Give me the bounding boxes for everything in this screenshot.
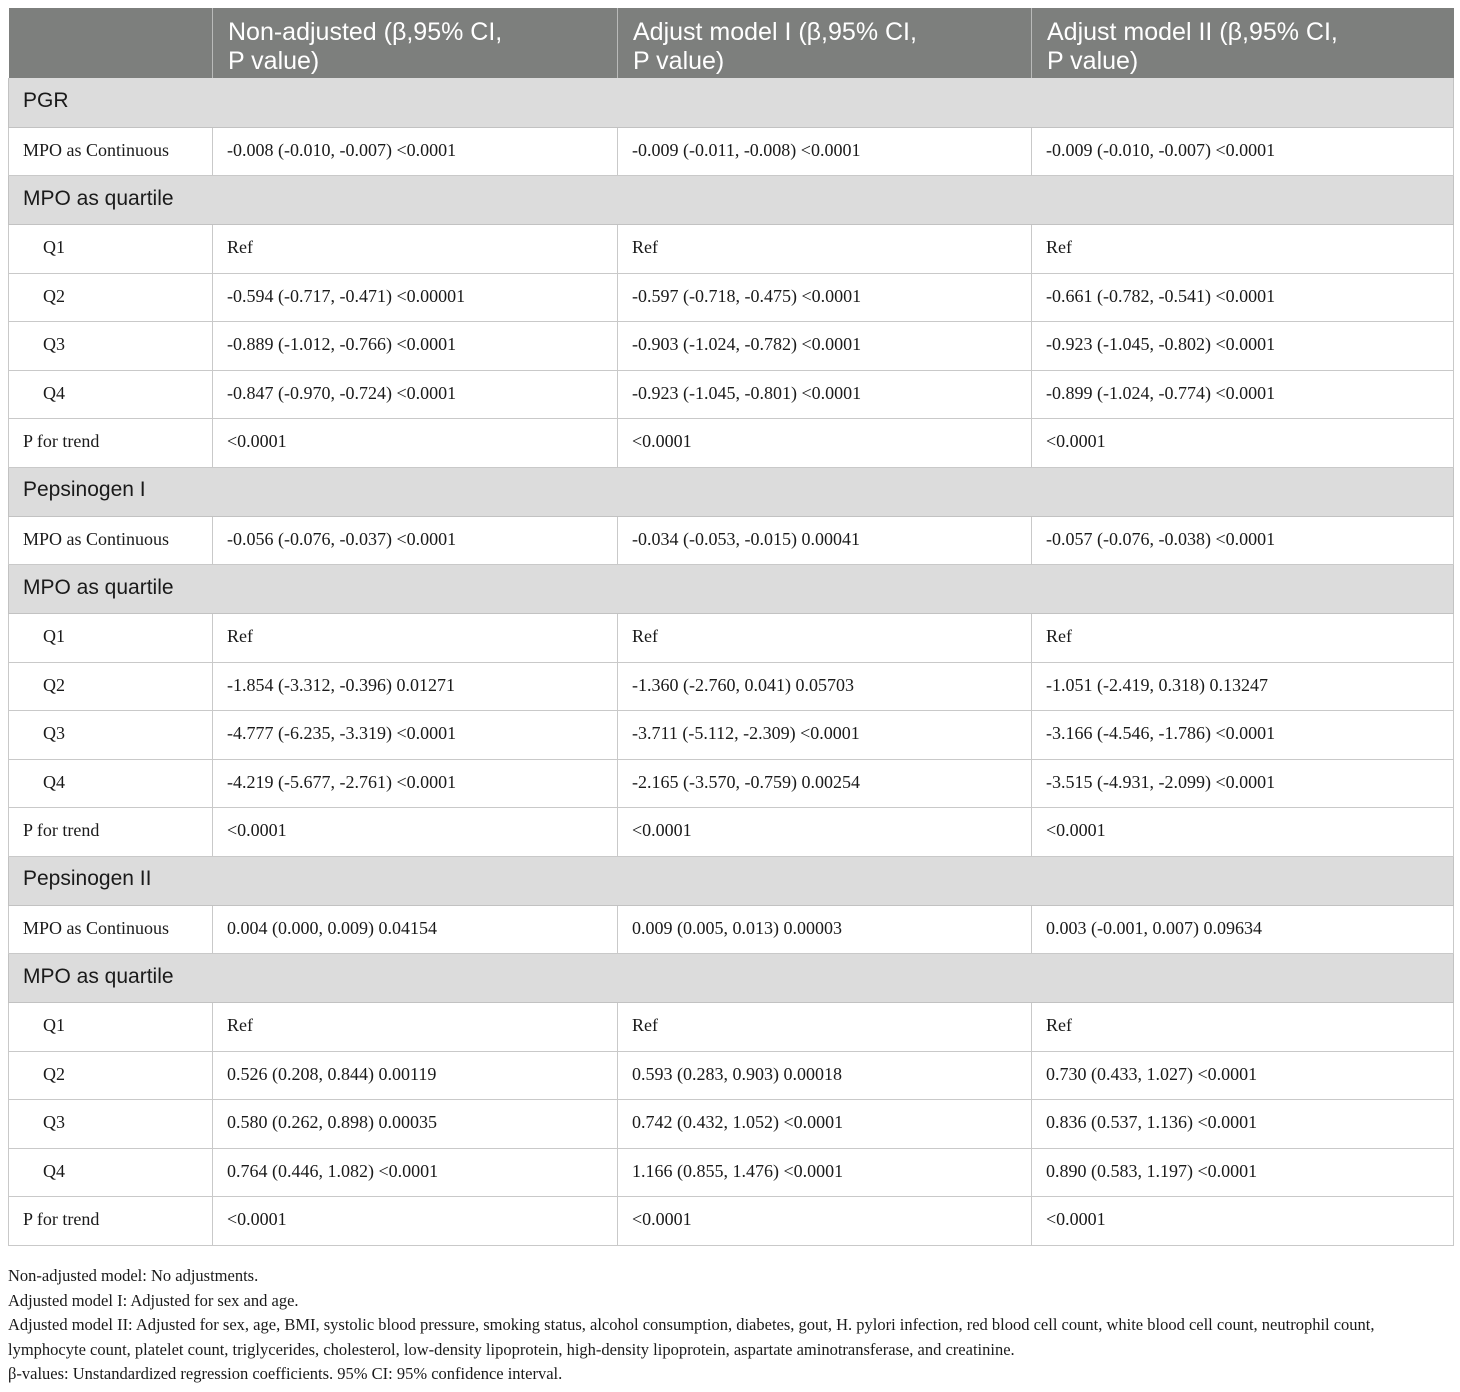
table-cell: Ref bbox=[1032, 225, 1454, 274]
table-cell: -0.057 (-0.076, -0.038) <0.0001 bbox=[1032, 516, 1454, 565]
table-cell: <0.0001 bbox=[213, 1197, 618, 1246]
table-cell: Ref bbox=[618, 614, 1032, 663]
table-cell: 0.580 (0.262, 0.898) 0.00035 bbox=[213, 1100, 618, 1149]
table-row bbox=[9, 127, 1454, 176]
table-cell: <0.0001 bbox=[618, 419, 1032, 468]
table-row bbox=[9, 759, 1454, 808]
table-cell: Ref bbox=[1032, 1003, 1454, 1052]
table-cell: <0.0001 bbox=[1032, 1197, 1454, 1246]
table-row bbox=[9, 1003, 1454, 1052]
table-cell: -0.008 (-0.010, -0.007) <0.0001 bbox=[213, 127, 618, 176]
section-label: Pepsinogen I bbox=[9, 467, 1454, 516]
header-non-adjusted-line2: P value) bbox=[228, 47, 320, 75]
row-label: Q2 bbox=[9, 662, 213, 711]
header-cell-blank bbox=[9, 8, 213, 78]
table-cell: 0.890 (0.583, 1.197) <0.0001 bbox=[1032, 1148, 1454, 1197]
row-label: Q4 bbox=[9, 370, 213, 419]
table-cell: 0.009 (0.005, 0.013) 0.00003 bbox=[618, 905, 1032, 954]
row-label: Q2 bbox=[9, 273, 213, 322]
header-cell-adjust-model-i bbox=[618, 8, 1032, 78]
table-cell: <0.0001 bbox=[213, 419, 618, 468]
table-cell: -1.854 (-3.312, -0.396) 0.01271 bbox=[213, 662, 618, 711]
section-row bbox=[9, 467, 1454, 516]
table-cell: Ref bbox=[213, 225, 618, 274]
table-header bbox=[9, 8, 1454, 78]
header-cell-adjust-model-ii bbox=[1032, 8, 1454, 78]
table-cell: 0.593 (0.283, 0.903) 0.00018 bbox=[618, 1051, 1032, 1100]
table-row bbox=[9, 662, 1454, 711]
table-cell: <0.0001 bbox=[618, 808, 1032, 857]
table-cell: 0.003 (-0.001, 0.007) 0.09634 bbox=[1032, 905, 1454, 954]
table-cell: 1.166 (0.855, 1.476) <0.0001 bbox=[618, 1148, 1032, 1197]
table-cell: <0.0001 bbox=[213, 808, 618, 857]
table-row bbox=[9, 1100, 1454, 1149]
table-cell: <0.0001 bbox=[1032, 808, 1454, 857]
table-cell: -3.711 (-5.112, -2.309) <0.0001 bbox=[618, 711, 1032, 760]
header-non-adjusted-line1: Non-adjusted (β,95% CI, bbox=[228, 18, 503, 46]
table-row bbox=[9, 808, 1454, 857]
table-cell: -0.056 (-0.076, -0.037) <0.0001 bbox=[213, 516, 618, 565]
section-label: Pepsinogen II bbox=[9, 856, 1454, 905]
table-cell: -3.515 (-4.931, -2.099) <0.0001 bbox=[1032, 759, 1454, 808]
table-cell: -0.903 (-1.024, -0.782) <0.0001 bbox=[618, 322, 1032, 371]
table-cell: -0.009 (-0.011, -0.008) <0.0001 bbox=[618, 127, 1032, 176]
section-row bbox=[9, 954, 1454, 1003]
table-cell: -0.923 (-1.045, -0.802) <0.0001 bbox=[1032, 322, 1454, 371]
section-label: MPO as quartile bbox=[9, 565, 1454, 614]
row-label: MPO as Continuous bbox=[9, 516, 213, 565]
table-cell: <0.0001 bbox=[1032, 419, 1454, 468]
results-table-container bbox=[8, 8, 1453, 1246]
table-row bbox=[9, 905, 1454, 954]
table-cell: -0.597 (-0.718, -0.475) <0.0001 bbox=[618, 273, 1032, 322]
header-adjust-model-i-line1: Adjust model I (β,95% CI, bbox=[633, 18, 917, 46]
row-label: Q4 bbox=[9, 759, 213, 808]
row-label: Q1 bbox=[9, 225, 213, 274]
table-row bbox=[9, 322, 1454, 371]
row-label: Q3 bbox=[9, 1100, 213, 1149]
row-label: Q4 bbox=[9, 1148, 213, 1197]
row-label: MPO as Continuous bbox=[9, 905, 213, 954]
row-label: Q3 bbox=[9, 322, 213, 371]
table-row bbox=[9, 711, 1454, 760]
table-row bbox=[9, 516, 1454, 565]
table-cell: -4.219 (-5.677, -2.761) <0.0001 bbox=[213, 759, 618, 808]
table-cell: 0.526 (0.208, 0.844) 0.00119 bbox=[213, 1051, 618, 1100]
row-label: Q3 bbox=[9, 711, 213, 760]
section-row bbox=[9, 78, 1454, 127]
table-row bbox=[9, 614, 1454, 663]
table-row bbox=[9, 273, 1454, 322]
table-cell: Ref bbox=[618, 225, 1032, 274]
table-row bbox=[9, 370, 1454, 419]
section-label: MPO as quartile bbox=[9, 954, 1454, 1003]
section-label: MPO as quartile bbox=[9, 176, 1454, 225]
table-cell: -0.034 (-0.053, -0.015) 0.00041 bbox=[618, 516, 1032, 565]
table-cell: Ref bbox=[213, 1003, 618, 1052]
footnote-non-adjusted: Non-adjusted model: No adjustments. bbox=[8, 1266, 259, 1285]
table-row bbox=[9, 419, 1454, 468]
table-cell: <0.0001 bbox=[618, 1197, 1032, 1246]
section-label: PGR bbox=[9, 78, 1454, 127]
regression-results-table bbox=[8, 8, 1454, 1246]
footnote-beta-values: β-values: Unstandardized regression coefficients. 95% CI: 95% confidence interval. bbox=[8, 1364, 563, 1383]
table-cell: -0.009 (-0.010, -0.007) <0.0001 bbox=[1032, 127, 1454, 176]
table-cell: -2.165 (-3.570, -0.759) 0.00254 bbox=[618, 759, 1032, 808]
table-cell: Ref bbox=[618, 1003, 1032, 1052]
table-cell: Ref bbox=[213, 614, 618, 663]
table-cell: -0.847 (-0.970, -0.724) <0.0001 bbox=[213, 370, 618, 419]
table-cell: 0.730 (0.433, 1.027) <0.0001 bbox=[1032, 1051, 1454, 1100]
table-cell: -3.166 (-4.546, -1.786) <0.0001 bbox=[1032, 711, 1454, 760]
row-label: Q1 bbox=[9, 1003, 213, 1052]
row-label: P for trend bbox=[9, 808, 213, 857]
header-row bbox=[9, 8, 1454, 78]
table-cell: 0.764 (0.446, 1.082) <0.0001 bbox=[213, 1148, 618, 1197]
table-row bbox=[9, 1148, 1454, 1197]
table-body bbox=[9, 78, 1454, 1245]
header-adjust-model-ii-line1: Adjust model II (β,95% CI, bbox=[1047, 18, 1338, 46]
footnote-adjusted-model-ii: Adjusted model II: Adjusted for sex, age, BMI, systolic blood pressure, smoking status, alcohol consumption, diabetes, gout, H. pylori infection, red blood cell count, white blood cell count, neutrophil count, lymphocyte count, platelet count, triglycerides, cholesterol, low-density lipoprotein, high-density lipoprotein, aspartate aminotransferase, and creatinine. bbox=[8, 1315, 1375, 1359]
section-row bbox=[9, 856, 1454, 905]
table-row bbox=[9, 1051, 1454, 1100]
section-row bbox=[9, 565, 1454, 614]
table-cell: -0.899 (-1.024, -0.774) <0.0001 bbox=[1032, 370, 1454, 419]
row-label: Q2 bbox=[9, 1051, 213, 1100]
header-cell-non-adjusted bbox=[213, 8, 618, 78]
table-cell: -1.051 (-2.419, 0.318) 0.13247 bbox=[1032, 662, 1454, 711]
table-row bbox=[9, 225, 1454, 274]
header-adjust-model-ii-line2: P value) bbox=[1047, 47, 1139, 75]
table-cell: -0.923 (-1.045, -0.801) <0.0001 bbox=[618, 370, 1032, 419]
table-cell: -0.594 (-0.717, -0.471) <0.00001 bbox=[213, 273, 618, 322]
row-label: MPO as Continuous bbox=[9, 127, 213, 176]
table-cell: Ref bbox=[1032, 614, 1454, 663]
table-cell: -0.661 (-0.782, -0.541) <0.0001 bbox=[1032, 273, 1454, 322]
row-label: P for trend bbox=[9, 419, 213, 468]
table-row bbox=[9, 1197, 1454, 1246]
table-cell: 0.742 (0.432, 1.052) <0.0001 bbox=[618, 1100, 1032, 1149]
table-cell: -0.889 (-1.012, -0.766) <0.0001 bbox=[213, 322, 618, 371]
section-row bbox=[9, 176, 1454, 225]
table-cell: 0.836 (0.537, 1.136) <0.0001 bbox=[1032, 1100, 1454, 1149]
table-cell: -1.360 (-2.760, 0.041) 0.05703 bbox=[618, 662, 1032, 711]
header-adjust-model-i-line2: P value) bbox=[633, 47, 725, 75]
footnote-adjusted-model-i: Adjusted model I: Adjusted for sex and age. bbox=[8, 1290, 299, 1310]
row-label: P for trend bbox=[9, 1197, 213, 1246]
table-footnotes bbox=[8, 1264, 1456, 1387]
table-cell: 0.004 (0.000, 0.009) 0.04154 bbox=[213, 905, 618, 954]
table-cell: -4.777 (-6.235, -3.319) <0.0001 bbox=[213, 711, 618, 760]
row-label: Q1 bbox=[9, 614, 213, 663]
